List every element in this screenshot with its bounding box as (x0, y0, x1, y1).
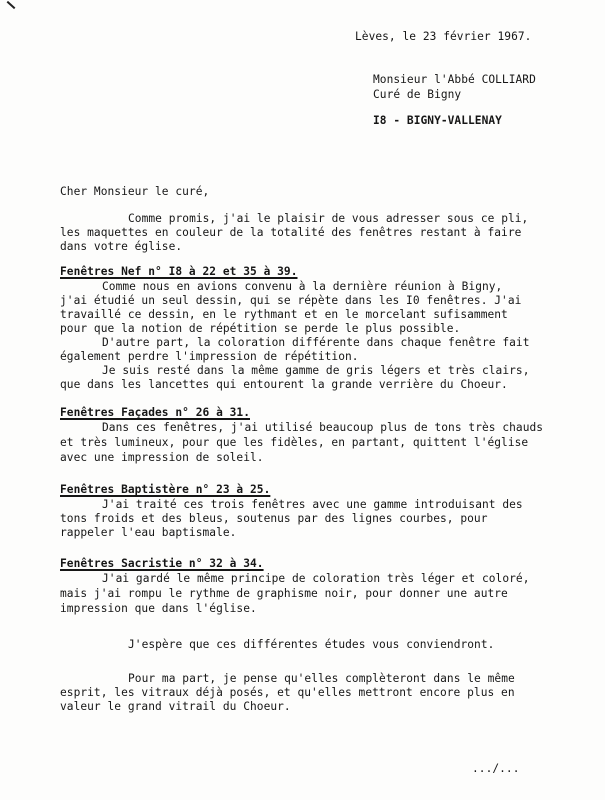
section-line: pour que la notion de répétition se perde le plus possible. (60, 322, 461, 335)
section-line: Dans ces fenêtres, j'ai utilisé beaucoup plus de tons très chauds (102, 421, 544, 434)
recipient-address: I8 - BIGNY-VALLENAY (373, 114, 502, 127)
section-line: travaillé ce dessin, en le rythmant et en le morcelant sufisamment (60, 308, 508, 321)
section-line: Je suis resté dans la même gamme de gris légers et très clairs, (102, 364, 530, 377)
intro-line-2: les maquettes en couleur de la totalité des fenêtres restant à faire (60, 226, 522, 239)
closing-hope: J'espère que ces différentes études vous conviendront. (128, 638, 495, 651)
section-line: également perdre l'impression de répétition. (60, 350, 359, 363)
intro-line-3: dans votre église. (60, 240, 183, 253)
section-line: D'autre part, la coloration différente dans chaque fenêtre fait (102, 336, 530, 349)
corner-pen-mark (7, 1, 16, 9)
section-heading-baptistere: Fenêtres Baptistère n° 23 à 25. (60, 483, 271, 496)
closing-line: esprit, les vitraux déjà posés, et qu'elles mettront encore plus en (60, 686, 515, 699)
recipient-title: Curé de Bigny (373, 88, 462, 101)
section-line: J'ai traité ces trois fenêtres avec une gamme introduisant des (102, 498, 523, 511)
section-line: rappeler l'eau baptismale. (60, 526, 237, 539)
section-heading-nef: Fenêtres Nef n° I8 à 22 et 35 à 39. (60, 265, 298, 278)
section-line: que dans les lancettes qui entourent la grande verrière du Choeur. (60, 378, 508, 391)
section-line: j'ai étudié un seul dessin, qui se répète dans les I0 fenêtres. J'ai (60, 294, 522, 307)
closing-line: valeur le grand vitrail du Choeur. (60, 700, 291, 713)
salutation: Cher Monsieur le curé, (60, 185, 210, 198)
section-line: tons froids et des bleus, soutenus par des lignes courbes, pour (60, 512, 488, 525)
section-line: et très lumineux, pour que les fidèles, en partant, quittent l'église (60, 436, 529, 449)
section-line: mais j'ai rompu le rythme de graphisme noir, pour donner une autre (60, 587, 508, 600)
section-line: Comme nous en avions convenu à la dernière réunion à Bigny, (102, 280, 503, 293)
section-heading-sacristie: Fenêtres Sacristie n° 32 à 34. (60, 557, 264, 570)
section-line: impression que dans l'église. (60, 602, 257, 615)
section-heading-facades: Fenêtres Façades n° 26 à 31. (60, 406, 250, 419)
continuation-mark: .../... (472, 762, 520, 775)
place-date: Lèves, le 23 février 1967. (355, 30, 532, 43)
closing-line: Pour ma part, je pense qu'elles complèteront dans le même (128, 672, 515, 685)
section-line: avec une impression de soleil. (60, 451, 264, 464)
intro-line-1: Comme promis, j'ai le plaisir de vous adresser sous ce pli, (128, 212, 529, 225)
section-line: J'ai gardé le même principe de coloration très léger et coloré, (102, 572, 530, 585)
recipient-name: Monsieur l'Abbé COLLIARD (373, 73, 536, 86)
